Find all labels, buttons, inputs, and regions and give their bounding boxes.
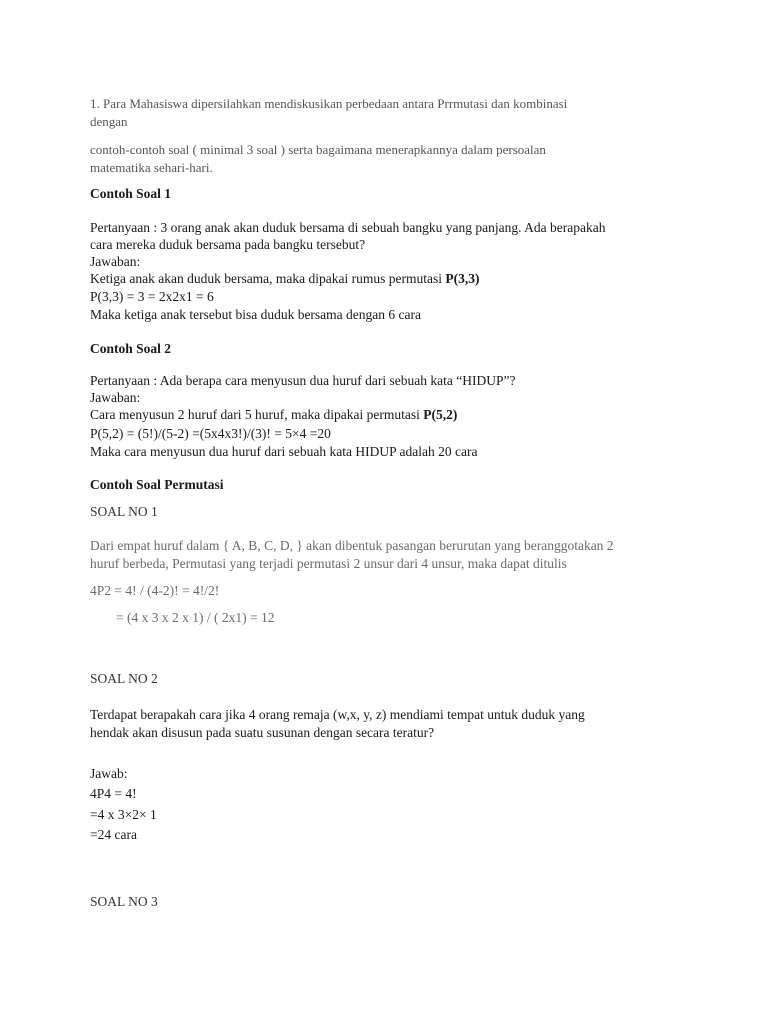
soal2-jawab-label: Jawab:	[90, 766, 128, 781]
contoh1-question-line-1: Pertanyaan : 3 orang anak akan duduk bersama di sebuah bangku yang panjang. Ada berapakah	[90, 220, 606, 235]
contoh1-answer-text: Ketiga anak akan duduk bersama, maka dipakai rumus permutasi	[90, 271, 446, 286]
contoh1-jawaban-label: Jawaban:	[90, 254, 141, 269]
intro-line-1: 1. Para Mahasiswa dipersilahkan mendiskusikan perbedaan antara Prrmutasi dan kombinasi	[90, 96, 568, 111]
soal1-formula-2: = (4 x 3 x 2 x 1) / ( 2x1) = 12	[116, 610, 275, 625]
soal1-line-2: huruf berbeda, Permutasi yang terjadi permutasi 2 unsur dari 4 unsur, maka dapat ditulis	[90, 556, 567, 571]
contoh2-jawaban-label: Jawaban:	[90, 390, 141, 405]
intro-line-3: contoh-contoh soal ( minimal 3 soal ) serta bagaimana menerapkannya dalam persoalan	[90, 142, 546, 157]
soal2-answer-line-2: =4 x 3×2× 1	[90, 807, 157, 822]
intro-line-4: matematika sehari-hari.	[90, 160, 213, 175]
contoh-soal-2-heading: Contoh Soal 2	[90, 341, 172, 356]
contoh2-answer-line-3: Maka cara menyusun dua huruf dari sebuah kata HIDUP adalah 20 cara	[90, 444, 478, 459]
contoh1-question-line-2: cara mereka duduk bersama pada bangku tersebut?	[90, 237, 366, 252]
contoh2-question: Pertanyaan : Ada berapa cara menyusun dua huruf dari sebuah kata “HIDUP”?	[90, 373, 516, 388]
contoh2-answer-bold: P(5,2)	[423, 407, 458, 422]
soal-no-2-heading: SOAL NO 2	[90, 671, 158, 686]
contoh-soal-1-heading: Contoh Soal 1	[90, 186, 172, 201]
contoh-soal-permutasi-heading: Contoh Soal Permutasi	[90, 477, 224, 492]
contoh1-answer-line-2: P(3,3) = 3 = 2x2x1 = 6	[90, 289, 214, 304]
contoh2-answer-line-2: P(5,2) = (5!)/(5-2) =(5x4x3!)/(3)! = 5×4 =20	[90, 426, 331, 441]
soal2-answer-line-1: 4P4 = 4!	[90, 786, 137, 801]
soal-no-1-heading: SOAL NO 1	[90, 504, 158, 519]
contoh1-answer-line-3: Maka ketiga anak tersebut bisa duduk bersama dengan 6 cara	[90, 307, 421, 322]
soal2-line-2: hendak akan disusun pada suatu susunan dengan secara teratur?	[90, 725, 435, 740]
soal2-line-1: Terdapat berapakah cara jika 4 orang remaja (w,x, y, z) mendiami tempat untuk duduk yang	[90, 707, 585, 722]
soal1-line-1: Dari empat huruf dalam { A, B, C, D, } akan dibentuk pasangan berurutan yang beranggotakan 2	[90, 538, 614, 553]
contoh2-answer-line-1	[90, 406, 457, 423]
soal2-answer-line-3: =24 cara	[90, 827, 137, 842]
intro-line-2: dengan	[90, 114, 128, 129]
contoh2-answer-text: Cara menyusun 2 huruf dari 5 huruf, maka dipakai permutasi	[90, 407, 424, 422]
soal-no-3-heading: SOAL NO 3	[90, 894, 158, 909]
soal1-formula-1: 4P2 = 4! / (4-2)! = 4!/2!	[90, 583, 220, 598]
contoh1-answer-line-1	[90, 270, 480, 287]
contoh1-answer-bold: P(3,3)	[445, 271, 480, 286]
